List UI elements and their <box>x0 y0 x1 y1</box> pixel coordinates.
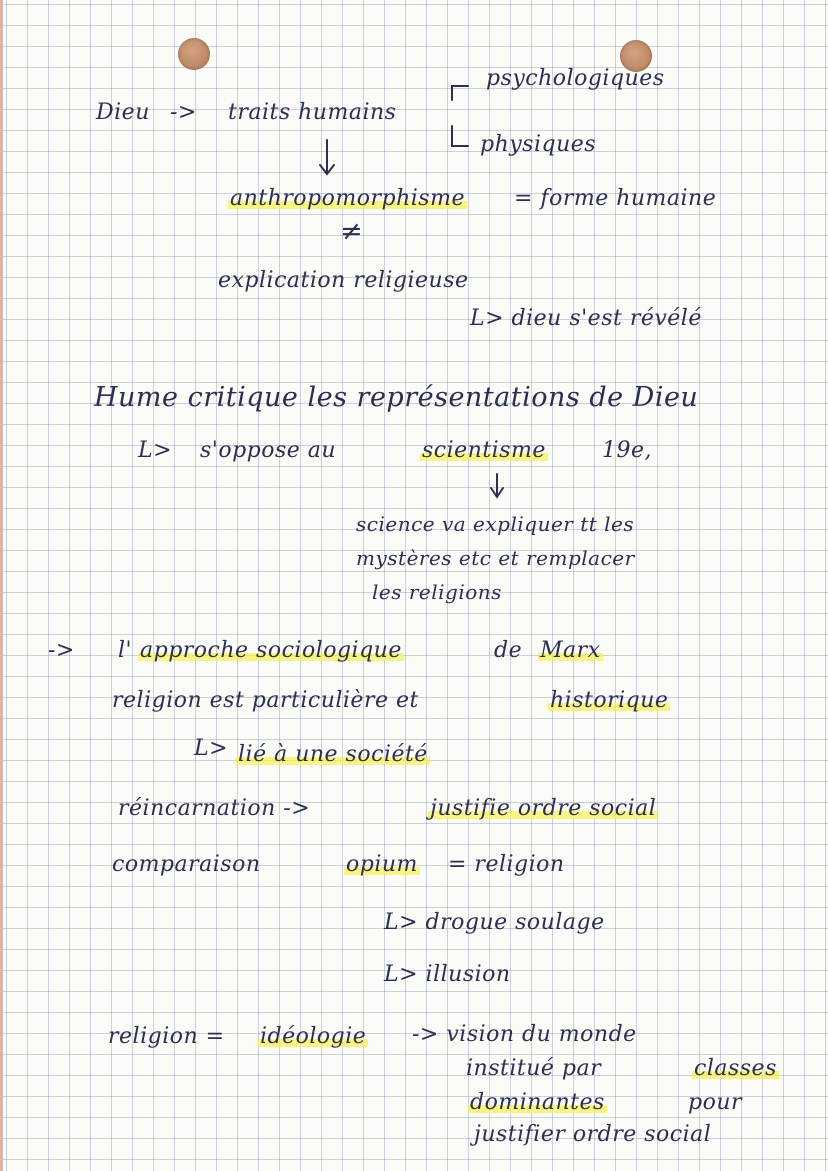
scientisme: scientisme <box>422 438 546 463</box>
de-word: de <box>494 638 523 663</box>
psychologiques: psychologiques <box>486 66 665 91</box>
reincarnation: réincarnation -> <box>118 796 311 821</box>
bracket-bottom <box>452 126 468 146</box>
anthropomorphisme: anthropomorphisme <box>230 186 465 211</box>
opium: opium <box>346 852 418 877</box>
siecle: 19e, <box>602 438 653 463</box>
approche-sociologique: approche sociologique <box>140 638 402 663</box>
pour: pour <box>688 1090 743 1115</box>
not-equal-sign: ≠ <box>340 216 364 247</box>
traits-humains: traits humains <box>228 100 397 125</box>
explication-religieuse: explication religieuse <box>218 268 469 293</box>
institue-par: institué par <box>466 1056 602 1081</box>
dieu-label: Dieu <box>96 100 150 125</box>
science-line-3: les religions <box>372 580 502 604</box>
oppose-prefix: L> <box>138 438 173 463</box>
marx: Marx <box>540 638 601 663</box>
historique: historique <box>550 688 669 713</box>
arrow-1: -> <box>170 100 197 125</box>
comparaison: comparaison <box>112 852 261 877</box>
bracket-top <box>452 86 468 100</box>
egal-religion: = religion <box>448 852 565 877</box>
approche-prefix: l' <box>118 638 133 663</box>
dominantes: dominantes <box>470 1090 605 1115</box>
lie-prefix: L> <box>194 736 229 761</box>
religion-egal: religion = <box>108 1024 225 1049</box>
classes: classes <box>694 1056 777 1081</box>
ideologie: idéologie <box>260 1024 367 1049</box>
oppose-text: s'oppose au <box>200 438 337 463</box>
justifier-ordre-social: justifier ordre social <box>474 1122 712 1147</box>
science-line-1: science va expliquer tt les <box>356 512 635 536</box>
justifie-ordre-social: justifie ordre social <box>430 796 657 821</box>
science-line-2: mystères etc et remplacer <box>356 546 635 570</box>
religion-particuliere: religion est particulière et <box>112 688 419 713</box>
marx-arrow: -> <box>48 638 75 663</box>
drogue-soulage: L> drogue soulage <box>384 910 605 935</box>
lie-societe: lié à une société <box>238 742 428 767</box>
physiques: physiques <box>480 132 597 157</box>
hume-heading: Hume critique les représentations de Dieu <box>94 382 699 413</box>
dieu-revele: L> dieu s'est révélé <box>470 306 702 331</box>
illusion: L> illusion <box>384 962 511 987</box>
vision-du-monde: -> vision du monde <box>412 1022 637 1047</box>
forme-humaine: = forme humaine <box>514 186 717 211</box>
